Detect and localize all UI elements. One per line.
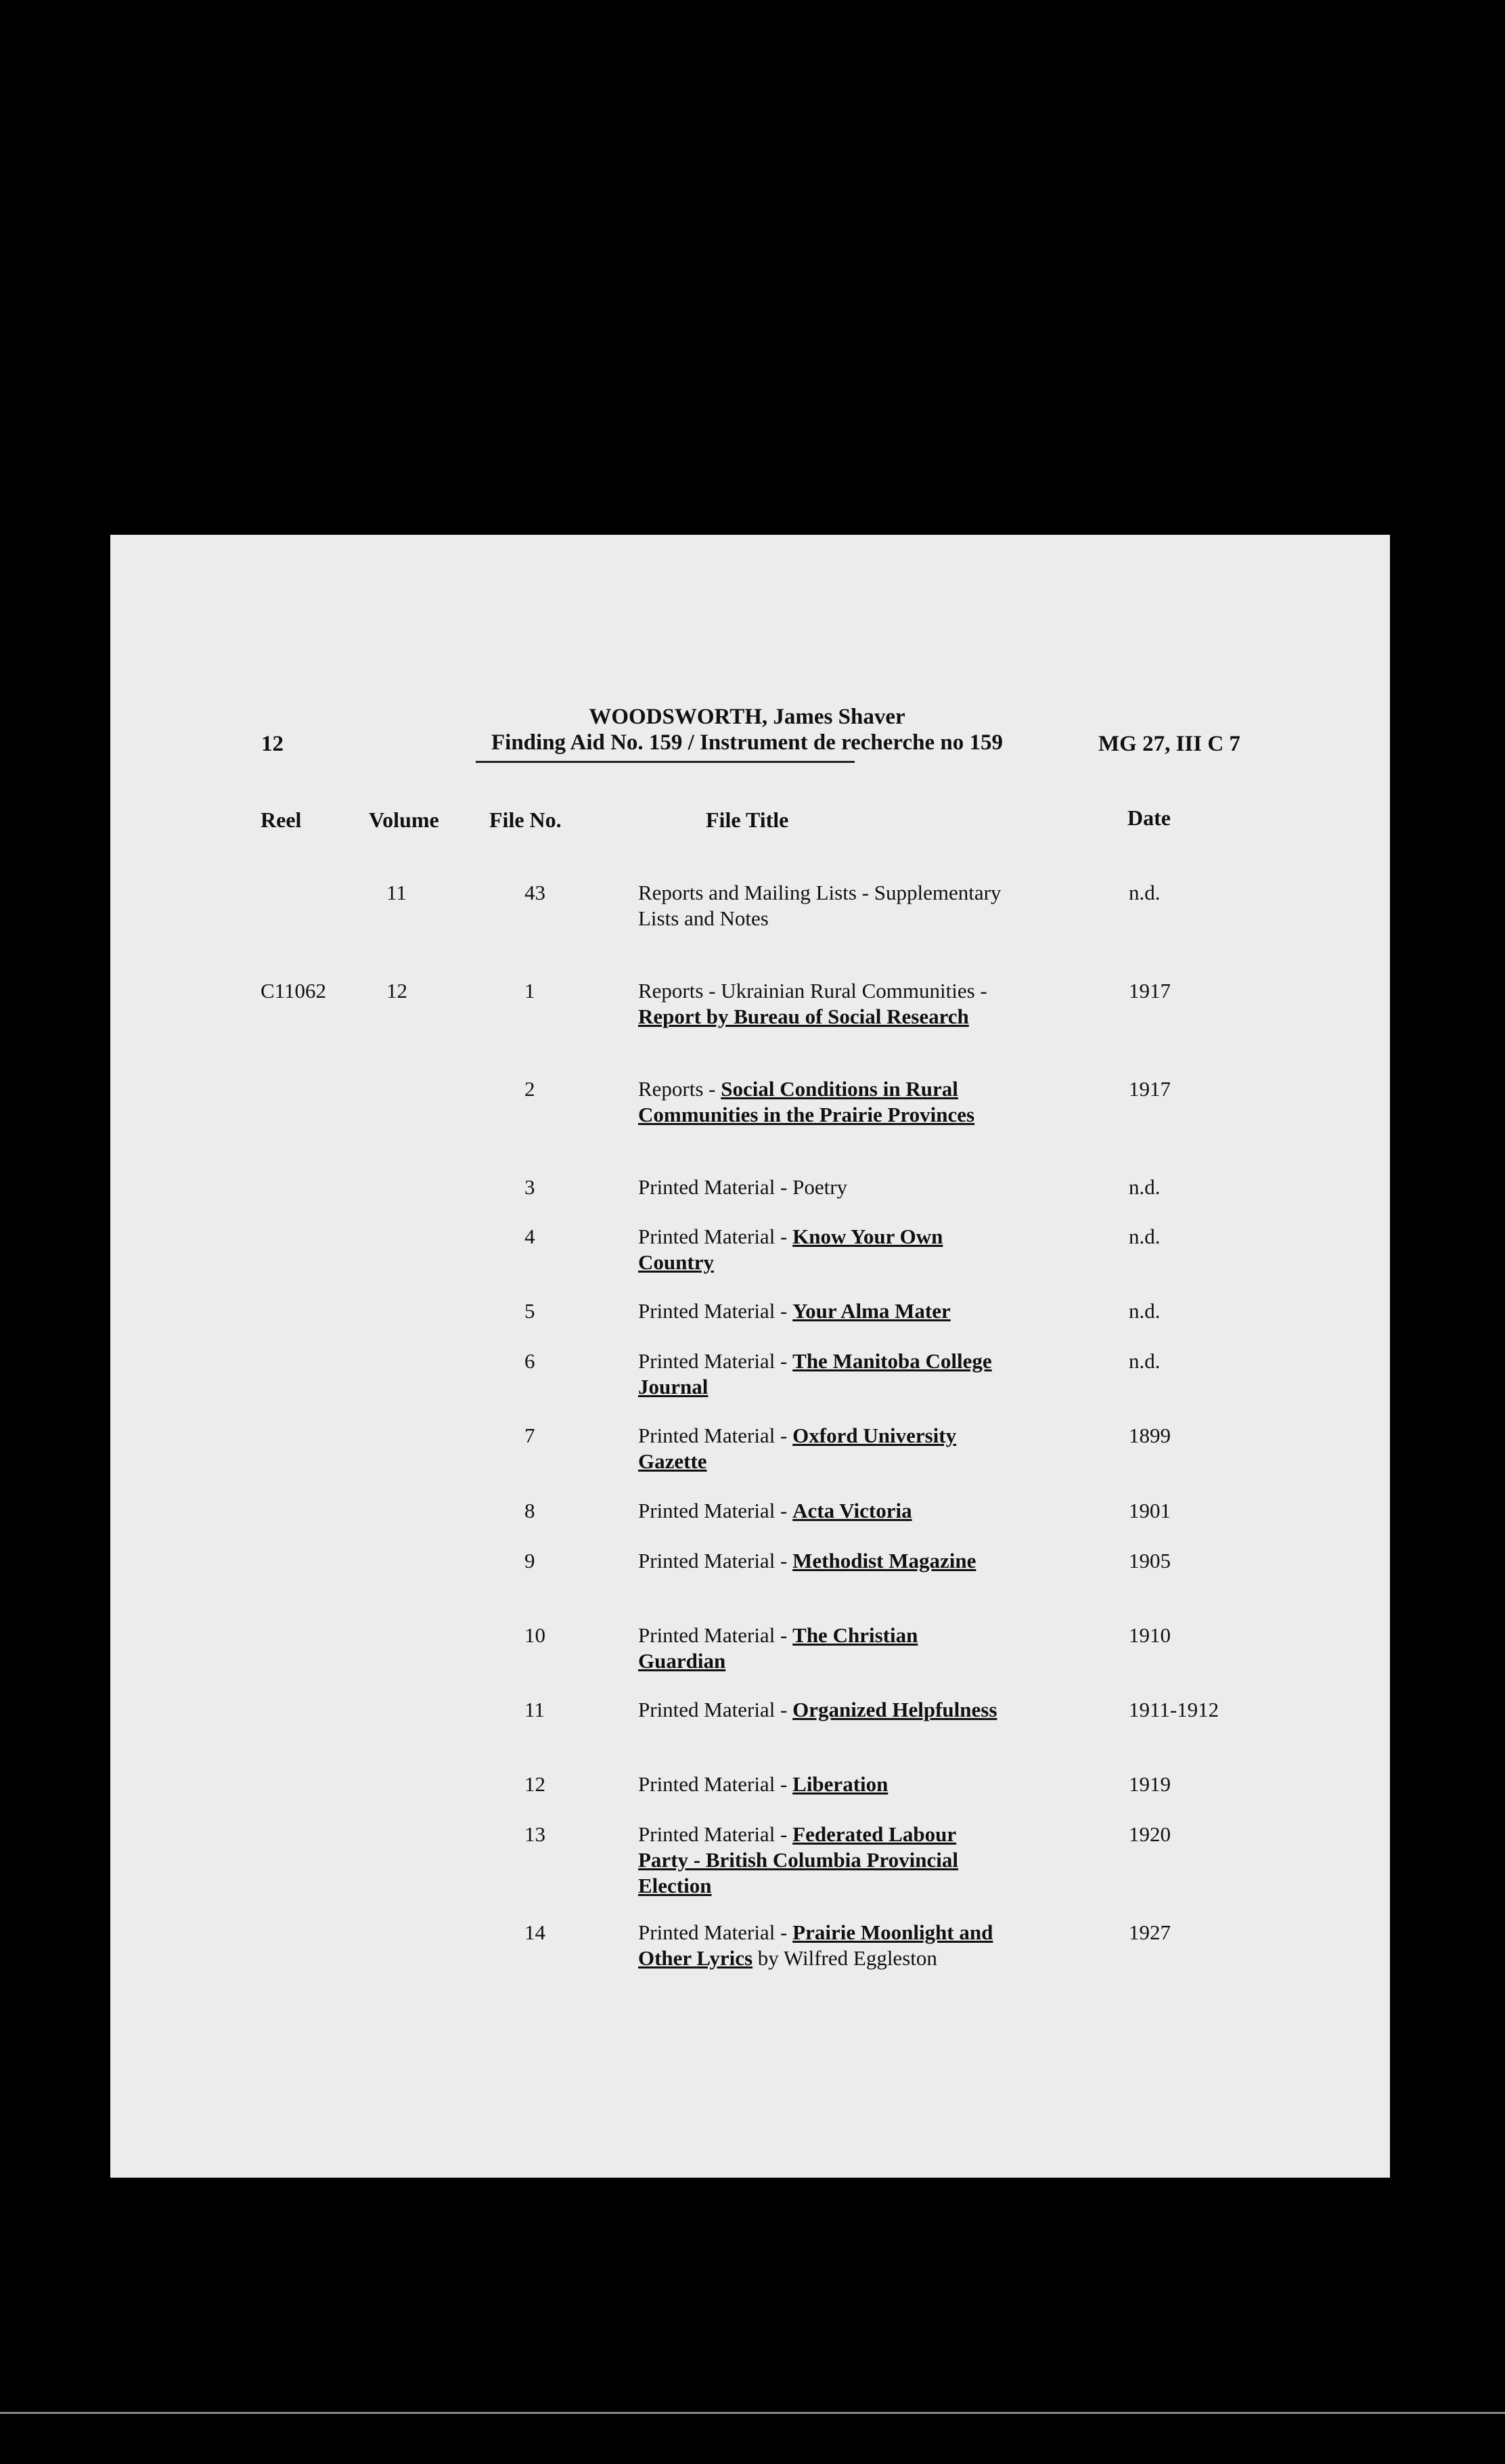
file-number-cell: 7	[524, 1424, 535, 1447]
file-title-cell	[638, 978, 1004, 1030]
file-number-cell: 6	[524, 1349, 535, 1373]
file-title-text: Printed Material -	[638, 1623, 793, 1647]
file-title-text: Printed Material -	[638, 1225, 793, 1248]
document-page	[110, 535, 1390, 2178]
file-title-cell	[638, 1772, 1004, 1797]
finding-aid-title: Finding Aid No. 159 / Instrument de recherche no 159	[491, 730, 1003, 755]
file-title-cell	[638, 1623, 1004, 1674]
date-cell: 1927	[1129, 1920, 1171, 1944]
column-header-reel: Reel	[261, 808, 302, 832]
document-header	[462, 704, 1032, 763]
file-title-text: Printed Material -	[638, 1499, 793, 1522]
collection-name: WOODSWORTH, James Shaver	[589, 705, 905, 729]
file-title-publication: Organized Helpfulness	[792, 1698, 997, 1721]
file-title-text: Printed Material -	[638, 1920, 793, 1944]
file-title-text: Reports -	[638, 1077, 721, 1101]
file-title-publication: Know Your Own Country	[638, 1225, 943, 1274]
file-number-cell: 1	[524, 979, 535, 1003]
column-header-file-no: File No.	[489, 808, 562, 832]
date-cell: 1911-1912	[1129, 1698, 1219, 1721]
bottom-rule	[0, 2412, 1505, 2414]
date-cell: 1901	[1129, 1499, 1171, 1522]
date-cell: n.d.	[1129, 1349, 1161, 1373]
mg-reference: MG 27, III C 7	[1098, 732, 1240, 756]
file-title-text: Printed Material -	[638, 1349, 793, 1373]
date-cell: n.d.	[1129, 1299, 1161, 1323]
date-cell: 1919	[1129, 1772, 1171, 1796]
column-header-file-title: File Title	[706, 808, 789, 832]
file-number-cell: 14	[524, 1920, 545, 1944]
file-title-publication: The Manitoba College Journal	[638, 1349, 992, 1399]
file-title-cell	[638, 1174, 1004, 1200]
volume-cell: 12	[386, 979, 407, 1003]
file-title-cell	[638, 1548, 1004, 1574]
date-cell: 1905	[1129, 1549, 1171, 1572]
file-number-cell: 3	[524, 1175, 535, 1199]
file-number-cell: 10	[524, 1623, 545, 1647]
volume-cell: 11	[386, 881, 407, 904]
file-number-cell: 2	[524, 1077, 535, 1101]
date-cell: 1899	[1129, 1424, 1171, 1447]
file-title-publication: Report by Bureau of Social Research	[638, 1005, 969, 1028]
file-title-cell	[638, 1348, 1004, 1400]
file-title-cell	[638, 1697, 1004, 1723]
reel-cell: C11062	[261, 979, 327, 1003]
file-title-publication: Social Conditions in Rural Communities in the Prairie Provinces	[638, 1077, 975, 1126]
file-title-text: Reports and Mailing Lists - Supplementary Lists and Notes	[638, 881, 1002, 930]
file-title-publication: Prairie Moonlight and Other Lyrics	[638, 1920, 993, 1970]
file-title-suffix: by Wilfred Eggleston	[752, 1946, 937, 1970]
date-cell: 1917	[1129, 979, 1171, 1003]
column-header-date: Date	[1127, 806, 1171, 830]
file-title-publication: Federated Labour Party - British Columbia Provincial Election	[638, 1822, 959, 1897]
date-cell: 1920	[1129, 1822, 1171, 1846]
page-number: 12	[261, 732, 284, 756]
file-number-cell: 5	[524, 1299, 535, 1323]
file-title-cell	[638, 1920, 1004, 1971]
file-title-text: Printed Material -	[638, 1822, 793, 1846]
file-title-publication: Methodist Magazine	[792, 1549, 976, 1572]
file-title-publication: Liberation	[792, 1772, 889, 1796]
file-title-text: Printed Material -	[638, 1299, 793, 1323]
file-number-cell: 11	[524, 1698, 545, 1721]
date-cell: n.d.	[1129, 1225, 1161, 1248]
file-title-publication: Oxford University Gazette	[638, 1424, 957, 1473]
file-title-cell	[638, 880, 1004, 931]
date-cell: n.d.	[1129, 881, 1161, 904]
file-title-text: Reports - Ukrainian Rural Communities -	[638, 979, 987, 1003]
header-rule	[476, 761, 855, 763]
file-title-cell	[638, 1423, 1004, 1474]
file-number-cell: 4	[524, 1225, 535, 1248]
file-title-publication: The Christian Guardian	[638, 1623, 918, 1673]
file-number-cell: 12	[524, 1772, 545, 1796]
file-title-publication: Your Alma Mater	[792, 1299, 951, 1323]
date-cell: 1910	[1129, 1623, 1171, 1647]
file-number-cell: 8	[524, 1499, 535, 1522]
file-title-cell	[638, 1298, 1004, 1324]
file-title-text: Printed Material -	[638, 1698, 793, 1721]
column-header-volume: Volume	[369, 808, 439, 832]
date-cell: n.d.	[1129, 1175, 1161, 1199]
date-cell: 1917	[1129, 1077, 1171, 1101]
file-title-cell	[638, 1822, 1004, 1899]
file-title-publication: Acta Victoria	[792, 1499, 912, 1522]
file-title-text: Printed Material - Poetry	[638, 1175, 848, 1199]
file-number-cell: 9	[524, 1549, 535, 1572]
file-title-text: Printed Material -	[638, 1772, 793, 1796]
file-number-cell: 43	[524, 881, 545, 904]
file-title-cell	[638, 1224, 1004, 1275]
file-title-text: Printed Material -	[638, 1424, 793, 1447]
file-title-cell	[638, 1076, 1004, 1128]
file-title-text: Printed Material -	[638, 1549, 793, 1572]
file-number-cell: 13	[524, 1822, 545, 1846]
file-title-cell	[638, 1498, 1004, 1524]
